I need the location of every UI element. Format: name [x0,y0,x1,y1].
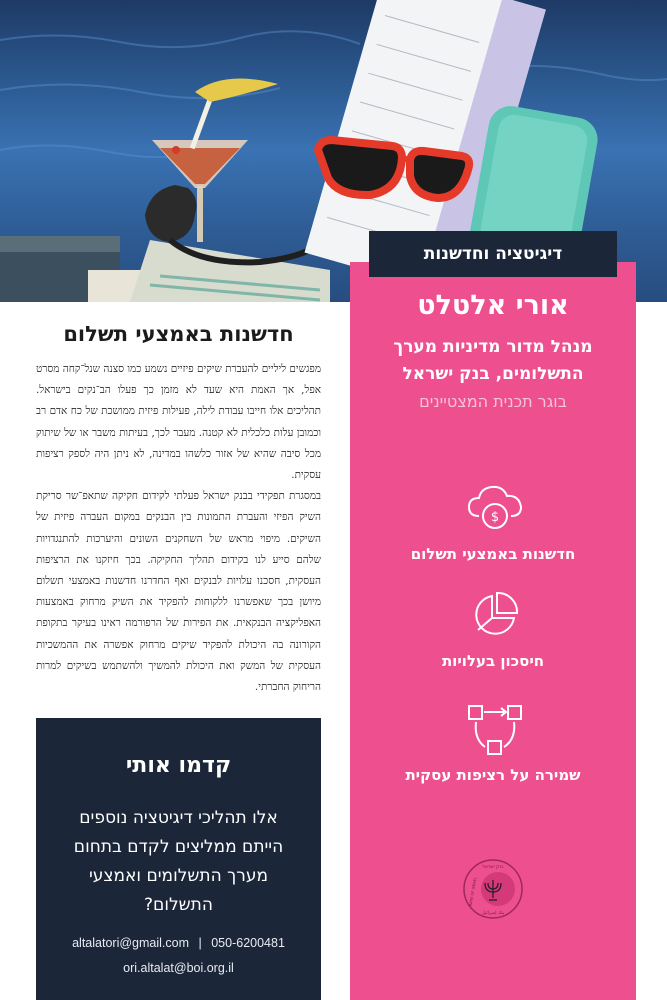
person-note: בוגר תכנית המצטיינים [419,392,567,411]
pie-chart-icon [470,590,520,640]
logo-text-arabic: بنك إسرائيل [481,911,505,916]
svg-text:$: $ [490,510,500,525]
category-tag: דיגיטציה וחדשנות [369,231,617,277]
feedback-heading: קדמו אותי [125,753,232,778]
article-body [36,359,321,698]
contact-email[interactable]: altalatori@gmail.com [72,936,189,950]
contact-work-email[interactable]: ori.altalat@boi.org.il [123,961,234,975]
person-name: אורי אלטלט [417,290,569,321]
feature-label-business-continuity: שמירה על רציפות עסקית [405,766,581,784]
contact-separator: | [198,936,202,950]
article-paragraph: מפגשים ליליים להעברת שיקים פיזיים נשמע כמו סצנה שנל־קחה מסרט אפל, אך האמת היא שעד לא מזמן כך פעלו הב־נקים בישראל. תהליכים אלו חייבו עבודת לילה, פעילות פיזית ממושכת של כח אדם רב וכמובן עלות כלכלית לא קטנה. מעבר לכך, בעיתות משבר או של שיתוק מכל סיבה שהיא של אזור כלשהו במדינה, לא ניתן היה לספק רציפות עסקית. [36,363,321,482]
person-role: מנהל מדור מדיניות מערך התשלומים, בנק ישראל [393,337,593,384]
logo-text-hebrew: בנק ישראל [482,865,504,870]
feature-label-payment-innovation: חדשנות באמצעי תשלום [410,545,576,563]
logo-text-english: BANK OF ISRAEL [468,876,478,907]
contact-line [36,936,321,950]
contact-phone[interactable]: 050-6200481 [211,936,285,950]
cloud-dollar-icon [465,480,525,534]
bank-of-israel-logo [462,858,524,920]
article-title: חדשנות באמצעי תשלום [63,322,294,346]
article-paragraph: במסגרת תפקידי בבנק ישראל פעלתי לקידום חקיקה שתאפ־שר סריקת השיק הפיזי והעברת התמונות בין הבנקים במקום העברה פיזית של השיקים. מיפוי מראש של השחקנים השונים והיערכות להתנגדויות שלהם סייע לנו בקידום תהליך החקיקה. בכך חיזקנו את הרציפות העסקית, חסכנו עלויות לבנקים ואף החדרנו חדשנות באמצעי תשלום מיושן בכך שאפשרנו ללקוחות להפקיד את השיק מרחוק באמצעות האפליקציה הבנקאית. את הפירות של הרפורמה ראינו בעיקר בתקופת הקורונה בה היכולת להפקיד שיקים מרחוק אפשרה את ההמשכיות העסקית של המשק ואת היכולת להמשיך ולהשתמש בשיקים למרות הריחוק החברתי. [36,490,321,694]
feedback-box [36,718,321,1000]
contact-work-line [36,961,321,975]
feature-label-cost-saving: חיסכון בעלויות [441,652,545,670]
feedback-question: אלו תהליכי דיגיטציה נוספים הייתם ממליצים לקדם בתחום מערך התשלומים ואמצעי התשלום? [73,808,284,915]
process-cycle-icon [466,703,524,757]
